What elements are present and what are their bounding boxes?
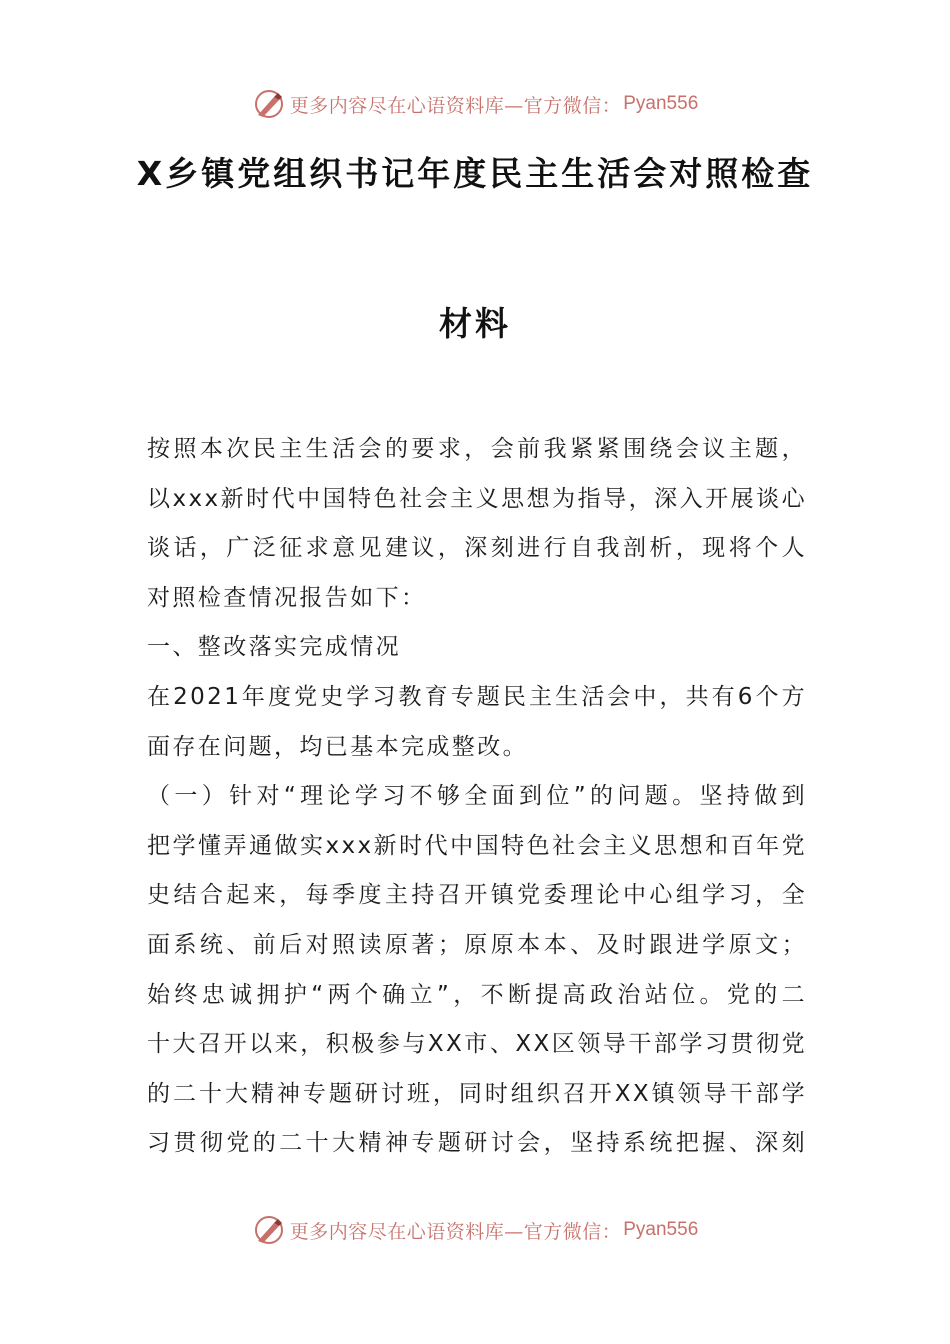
body-line: 十大召开以来，积极参与XX市、XX区领导干部学习贯彻党 <box>147 1031 807 1058</box>
body-line: 按照本次民主生活会的要求，会前我紧紧围绕会议主题， <box>147 436 807 462</box>
header-watermark-banner <box>0 84 950 124</box>
body-line: 把学懂弄通做实xxx新时代中国特色社会主义思想和百年党 <box>147 832 807 859</box>
pen-nib-logo-icon <box>252 1213 286 1247</box>
banner-text: 更多内容尽在心语资料库—官方微信： <box>289 94 622 117</box>
body-line: 以xxx新时代中国特色社会主义思想为指导，深入开展谈心 <box>147 485 807 512</box>
banner-wechat-id: Pyan556 <box>623 93 699 114</box>
body-line: 面系统、前后对照读原著；原原本本、及时跟进学原文； <box>147 931 807 958</box>
body-line: 习贯彻党的二十大精神专题研讨会，坚持系统把握、深刻 <box>147 1130 807 1157</box>
body-line: 史结合起来，每季度主持召开镇党委理论中心组学习，全 <box>147 882 807 909</box>
banner-text: 更多内容尽在心语资料库—官方微信： <box>289 1220 622 1243</box>
banner-wechat-id: Pyan556 <box>623 1219 699 1240</box>
body-line: 始终忠诚拥护“两个确立”，不断提高政治站位。党的二 <box>147 981 807 1008</box>
pen-nib-logo-icon <box>252 87 286 121</box>
body-line: 对照检查情况报告如下： <box>147 584 427 611</box>
body-line: 面存在问题，均已基本完成整改。 <box>147 733 528 760</box>
body-line: （一）针对“理论学习不够全面到位”的问题。坚持做到 <box>147 783 807 810</box>
body-line: 谈话，广泛征求意见建议，深刻进行自我剖析，现将个人 <box>147 535 807 562</box>
document-body <box>147 425 807 1169</box>
section-heading: 一、整改落实完成情况 <box>147 634 401 661</box>
body-line: 的二十大精神专题研讨班，同时组织召开XX镇领导干部学 <box>147 1080 807 1107</box>
body-line: 在2021年度党史学习教育专题民主生活会中，共有6个方 <box>147 683 807 710</box>
document-title-line-1: X乡镇党组织书记年度民主生活会对照检查 <box>136 154 814 193</box>
footer-watermark-banner <box>0 1210 950 1250</box>
document-title-line-2: 材料 <box>439 304 511 343</box>
